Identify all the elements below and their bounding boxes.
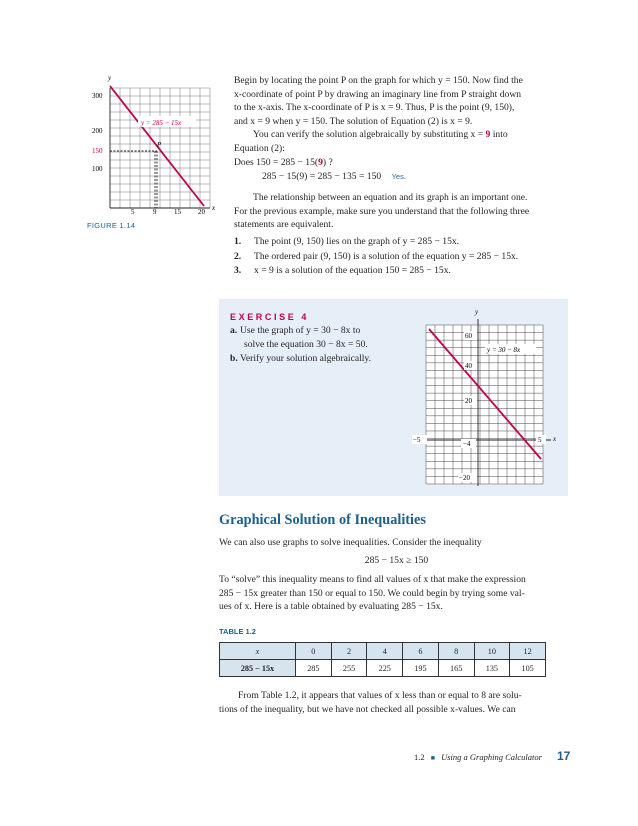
line-label: y = 285 − 15x <box>141 119 182 127</box>
point-p-label: P <box>157 141 162 149</box>
table-1-2 <box>219 642 546 677</box>
table-cell: 8 <box>438 643 474 660</box>
table-cell: 4 <box>367 643 403 660</box>
verification-question: Does 150 = 285 − 15(9) ? <box>234 157 333 168</box>
table-cell: 285 <box>296 660 332 677</box>
relationship-paragraph: The relationship between an equation and its graph is an important one. For the previous example, make sure you understand that the following three statements are equivalent. <box>234 192 530 231</box>
intro-line-1: Begin by locating the point P on the graph for which y = 150. Now find the <box>234 75 523 86</box>
exercise-y-tick-neg20: −20 <box>459 474 470 482</box>
intro-line-3: to the x-axis. The x-coordinate of P is x = 9. Thus, P is the point (9, 150), <box>234 102 515 114</box>
table-row <box>220 660 546 677</box>
yes-note: Yes. <box>391 172 406 181</box>
bullet-icon: ■ <box>430 754 435 762</box>
exercise-y-tick-20: 20 <box>465 397 472 405</box>
list-item: 2. The ordered pair (9, 150) is a solution of the equation y = 285 − 15x. <box>234 250 519 262</box>
exercise-y-tick-40: 40 <box>465 362 472 370</box>
inequality-display: 285 − 15x ≥ 150 <box>364 555 429 566</box>
intro-line-4: and x = 9 when y = 150. The solution of Equation (2) is x = 9. <box>234 115 473 127</box>
exercise-line-label: y = 30 − 8x <box>487 346 521 354</box>
table-cell: 255 <box>331 660 367 677</box>
table-row-label: 285 − 15x <box>220 660 296 677</box>
table-header-label: x <box>220 643 296 660</box>
table-cell: 6 <box>403 643 439 660</box>
table-cell: 225 <box>367 660 403 677</box>
exercise-part-b: b. Verify your solution algebraically. <box>230 353 371 364</box>
page-number: 17 <box>557 749 571 763</box>
closing-paragraph: From Table 1.2, it appears that values of x less than or equal to 8 are solu- tions of the inequality, but we have not checked all possible x-values. We can <box>219 690 522 715</box>
x-axis-label: x <box>212 204 216 212</box>
exercise-y-tick-neg4: −4 <box>463 440 471 448</box>
x-tick-20: 20 <box>198 208 205 216</box>
table-cell: 12 <box>510 643 546 660</box>
exercise-graph <box>395 305 565 493</box>
section-title: Graphical Solution of Inequalities <box>219 512 426 528</box>
exercise-x-axis-label: x <box>553 435 557 443</box>
section-paragraph-1: We can also use graphs to solve inequalities. Consider the inequality <box>219 537 482 548</box>
x-tick-5: 5 <box>131 208 135 216</box>
exercise-x-tick-5: 5 <box>538 436 542 444</box>
table-cell: 165 <box>438 660 474 677</box>
table-cell: 195 <box>403 660 439 677</box>
y-tick-200: 200 <box>92 127 103 135</box>
exercise-y-tick-60: 60 <box>465 332 472 340</box>
exercise-x-tick-neg5: −5 <box>413 436 421 444</box>
intro-line-2: x-coordinate of point P by drawing an imaginary line from P straight down <box>234 88 522 100</box>
exercise-y-axis-label: y <box>475 308 479 316</box>
y-tick-100: 100 <box>92 165 103 173</box>
y-axis-label: y <box>108 74 112 82</box>
y-tick-150: 150 <box>92 147 103 155</box>
exercise-title: EXERCISE 4 <box>230 312 310 322</box>
equivalent-statements-list <box>234 235 574 278</box>
figure-caption: FIGURE 1.14 <box>87 221 136 230</box>
figure-1-14-graph <box>86 72 226 222</box>
intro-line-5: You can verify the solution algebraically by substituting x = 9 into <box>253 129 508 141</box>
intro-line-6: Equation (2): <box>234 142 285 154</box>
running-footer: 1.2 ■ Using a Graphing Calculator <box>414 752 542 762</box>
section-paragraph-2: To “solve” this inequality means to find all values of x that make the expression 285 − 15x greater than 150 or equal to 150. We could begin by trying some val- ues of x. Here is a table obtained by evaluating 285 − 15x. <box>219 574 526 613</box>
table-cell: 0 <box>296 643 332 660</box>
table-cell: 10 <box>474 643 510 660</box>
x-tick-9: 9 <box>153 208 157 216</box>
y-tick-300: 300 <box>92 92 103 100</box>
intro-paragraph <box>234 74 574 156</box>
table-cell: 105 <box>510 660 546 677</box>
list-item: 1. The point (9, 150) lies on the graph of y = 285 − 15x. <box>234 236 460 247</box>
exercise-part-a: a. Use the graph of y = 30 − 8x to solve the equation 30 − 8x = 50. <box>230 325 368 350</box>
x-tick-15: 15 <box>174 208 181 216</box>
list-item: 3. x = 9 is a solution of the equation 150 = 285 − 15x. <box>234 265 451 277</box>
table-cell: 135 <box>474 660 510 677</box>
table-cell: 2 <box>331 643 367 660</box>
table-header-row <box>220 643 546 660</box>
verification-calculation: 285 − 15(9) = 285 − 135 = 150 Yes. <box>262 171 406 182</box>
table-title: TABLE 1.2 <box>219 627 256 636</box>
